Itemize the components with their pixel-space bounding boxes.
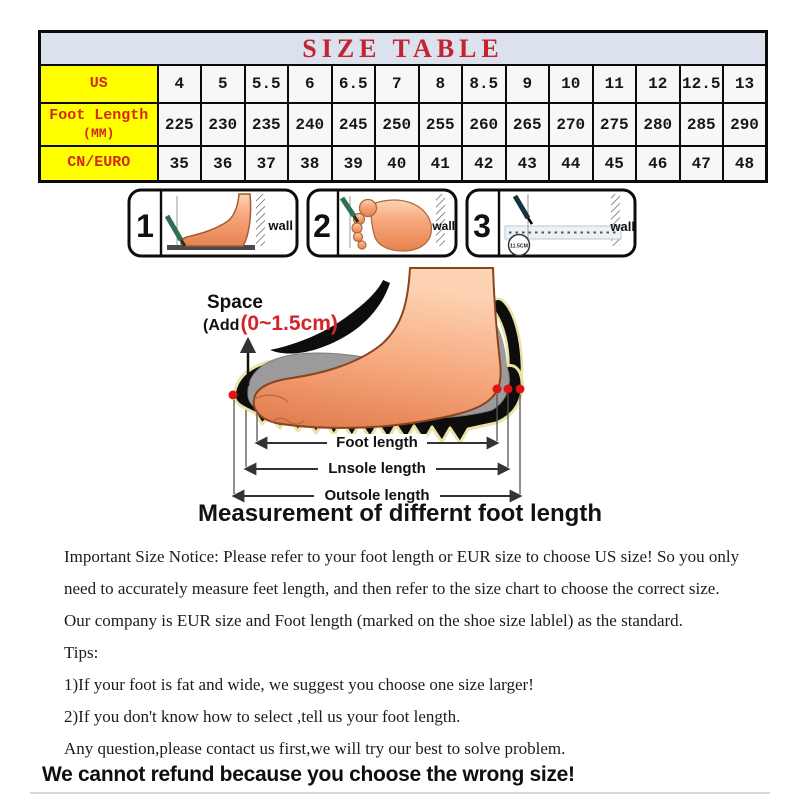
insole-length-label: Lnsole length xyxy=(328,460,426,477)
euro-cell: 44 xyxy=(549,146,593,182)
size-table-title: SIZE TABLE xyxy=(40,32,767,66)
step-number: 3 xyxy=(473,208,491,244)
notice-line: Important Size Notice: Please refer to your foot length or EUR size to choose US size! So you only xyxy=(64,547,740,566)
ruler-value: 11.5CM xyxy=(510,243,528,250)
us-size-cell: 5.5 xyxy=(245,65,289,103)
mm-cell: 290 xyxy=(723,103,767,146)
measure-dot xyxy=(229,391,238,400)
row-label-cn-euro: CN/EURO xyxy=(40,146,158,182)
us-size-cell: 12 xyxy=(636,65,680,103)
size-table xyxy=(38,30,768,183)
us-size-cell: 10 xyxy=(549,65,593,103)
size-notice xyxy=(64,541,764,765)
measure-dot xyxy=(504,385,513,394)
wall-label: wall xyxy=(432,219,455,233)
mm-cell: 255 xyxy=(419,103,463,146)
foot-length-label: Foot Length xyxy=(49,107,149,124)
euro-cell: 45 xyxy=(593,146,637,182)
step-number: 1 xyxy=(136,208,154,244)
us-size-cell: 7 xyxy=(375,65,419,103)
mm-cell: 225 xyxy=(158,103,202,146)
euro-cell: 47 xyxy=(680,146,724,182)
euro-cell: 40 xyxy=(375,146,419,182)
euro-cell: 48 xyxy=(723,146,767,182)
foot-length-unit: (MM) xyxy=(83,125,115,141)
us-size-cell: 5 xyxy=(201,65,245,103)
mm-cell: 240 xyxy=(288,103,332,146)
notice-line: Tips: xyxy=(64,643,99,662)
wall-label: wall xyxy=(268,218,293,233)
wall-hatch xyxy=(256,194,265,246)
notice-line: Any question,please contact us first,we will try our best to solve problem. xyxy=(64,739,566,758)
notice-line: Our company is EUR size and Foot length (marked on the shoe size lablel) as the standard. xyxy=(64,611,683,630)
mm-cell: 275 xyxy=(593,103,637,146)
add-label: (Add xyxy=(203,317,240,334)
mm-cell: 285 xyxy=(680,103,724,146)
euro-cell: 46 xyxy=(636,146,680,182)
notice-line: need to accurately measure feet length, and then refer to the size chart to choose the correct size. xyxy=(64,579,720,598)
euro-cell: 37 xyxy=(245,146,289,182)
notice-line: 1)If your foot is fat and wide, we suggest you choose one size larger! xyxy=(64,675,534,694)
space-label: Space xyxy=(207,292,263,313)
measure-dot xyxy=(493,385,502,394)
euro-cell: 35 xyxy=(158,146,202,182)
us-size-cell: 8 xyxy=(419,65,463,103)
bottom-divider xyxy=(30,792,770,794)
us-size-cell: 6 xyxy=(288,65,332,103)
us-size-cell: 12.5 xyxy=(680,65,724,103)
mm-cell: 270 xyxy=(549,103,593,146)
outsole-length-label: Outsole length xyxy=(324,487,430,504)
measure-step-1 xyxy=(127,188,299,258)
step-number: 2 xyxy=(313,208,331,244)
measure-step-2 xyxy=(306,188,458,258)
us-size-cell: 4 xyxy=(158,65,202,103)
range-label: (0~1.5cm) xyxy=(240,312,338,335)
mm-cell: 235 xyxy=(245,103,289,146)
us-size-cell: 9 xyxy=(506,65,550,103)
row-label-us: US xyxy=(40,65,158,103)
euro-cell: 41 xyxy=(419,146,463,182)
foot-measurement-diagram xyxy=(150,258,620,508)
no-refund-warning: We cannot refund because you choose the wrong size! xyxy=(42,763,575,786)
mm-cell: 280 xyxy=(636,103,680,146)
euro-cell: 43 xyxy=(506,146,550,182)
us-size-cell: 13 xyxy=(723,65,767,103)
measure-steps xyxy=(127,188,642,258)
mm-cell: 260 xyxy=(462,103,506,146)
foot-length-label: Foot length xyxy=(336,434,418,451)
mm-cell: 265 xyxy=(506,103,550,146)
us-size-cell: 6.5 xyxy=(332,65,376,103)
euro-cell: 36 xyxy=(201,146,245,182)
diagram-heading: Measurement of differnt foot length xyxy=(198,500,602,527)
mm-cell: 245 xyxy=(332,103,376,146)
mm-cell: 230 xyxy=(201,103,245,146)
notice-line: 2)If you don't know how to select ,tell us your foot length. xyxy=(64,707,461,726)
measure-step-3 xyxy=(465,188,637,258)
row-label-foot-length xyxy=(40,103,158,146)
us-size-cell: 11 xyxy=(593,65,637,103)
space-range xyxy=(203,312,338,335)
euro-cell: 42 xyxy=(462,146,506,182)
euro-cell: 38 xyxy=(288,146,332,182)
wall-label: wall xyxy=(610,219,635,234)
measure-dot xyxy=(516,385,525,394)
mm-cell: 250 xyxy=(375,103,419,146)
euro-cell: 39 xyxy=(332,146,376,182)
us-size-cell: 8.5 xyxy=(462,65,506,103)
